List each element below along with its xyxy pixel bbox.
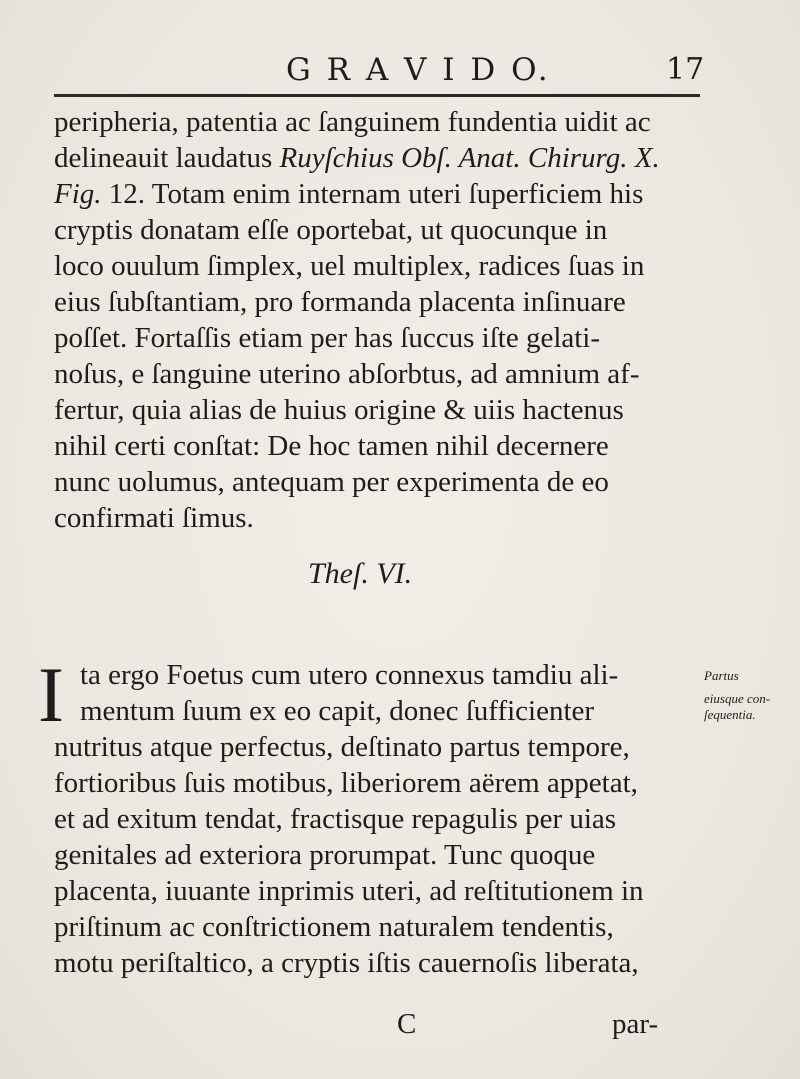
text-line: fortioribus ſuis motibus, liberiorem aërem appetat, xyxy=(54,767,638,799)
text-line: et ad exitum tendat, fractisque repagulis per uias xyxy=(54,803,617,835)
text-line: loco ouulum ſimplex, uel multiplex, radices ſuas in xyxy=(54,250,645,282)
header-rule xyxy=(54,94,700,97)
catchword: par- xyxy=(612,1008,659,1040)
text-line: confirmati ſimus. xyxy=(54,502,254,534)
text-line: genitales ad exteriora prorumpat. Tunc quoque xyxy=(54,839,596,871)
text-line: cryptis donatam eſſe oportebat, ut quocunque in xyxy=(54,214,608,246)
text-line: poſſet. Fortaſſis etiam per has ſuccus iſte gelati- xyxy=(54,322,601,354)
running-head: G R A V I D O. xyxy=(286,52,551,88)
text-line: placenta, iuuante inprimis uteri, ad reſtitutionem in xyxy=(54,875,644,907)
text-line: delineauit laudatus Ruyſchius Obſ. Anat. Chirurg. X. xyxy=(54,142,660,174)
margin-note: Partus xyxy=(704,668,739,683)
text-line: eius ſubſtantiam, pro formanda placenta inſinuare xyxy=(54,286,626,318)
text-line: nunc uolumus, antequam per experimenta de eo xyxy=(54,466,609,498)
text-line: noſus, e ſanguine uterino abſorbtus, ad amnium af- xyxy=(54,358,640,390)
text-line: priſtinum ac conſtrictionem naturalem tendentis, xyxy=(54,911,614,943)
text-line: nihil certi conſtat: De hoc tamen nihil decernere xyxy=(54,430,609,462)
text-line: fertur, quia alias de huius origine & uiis hactenus xyxy=(54,394,624,426)
margin-note: ſequentia. xyxy=(704,707,756,722)
page-number: 17 xyxy=(666,52,705,87)
section-title: Theſ. VI. xyxy=(308,557,413,590)
text-line: motu periſtaltico, a cryptis iſtis cauernoſis liberata, xyxy=(54,947,639,979)
text-line: peripheria, patentia ac ſanguinem fundentia uidit ac xyxy=(54,106,651,138)
text-line: Fig. 12. Totam enim internam uteri ſuperficiem his xyxy=(54,178,644,210)
text-line: nutritus atque perfectus, deſtinato partus tempore, xyxy=(54,731,630,763)
signature-mark: C xyxy=(397,1008,417,1040)
text-line: ta ergo Foetus cum utero connexus tamdiu ali- xyxy=(80,659,619,691)
text-line: mentum ſuum ex eo capit, donec ſufficienter xyxy=(80,695,595,727)
drop-cap: I xyxy=(38,651,64,738)
margin-note: eiusque con- xyxy=(704,691,771,706)
